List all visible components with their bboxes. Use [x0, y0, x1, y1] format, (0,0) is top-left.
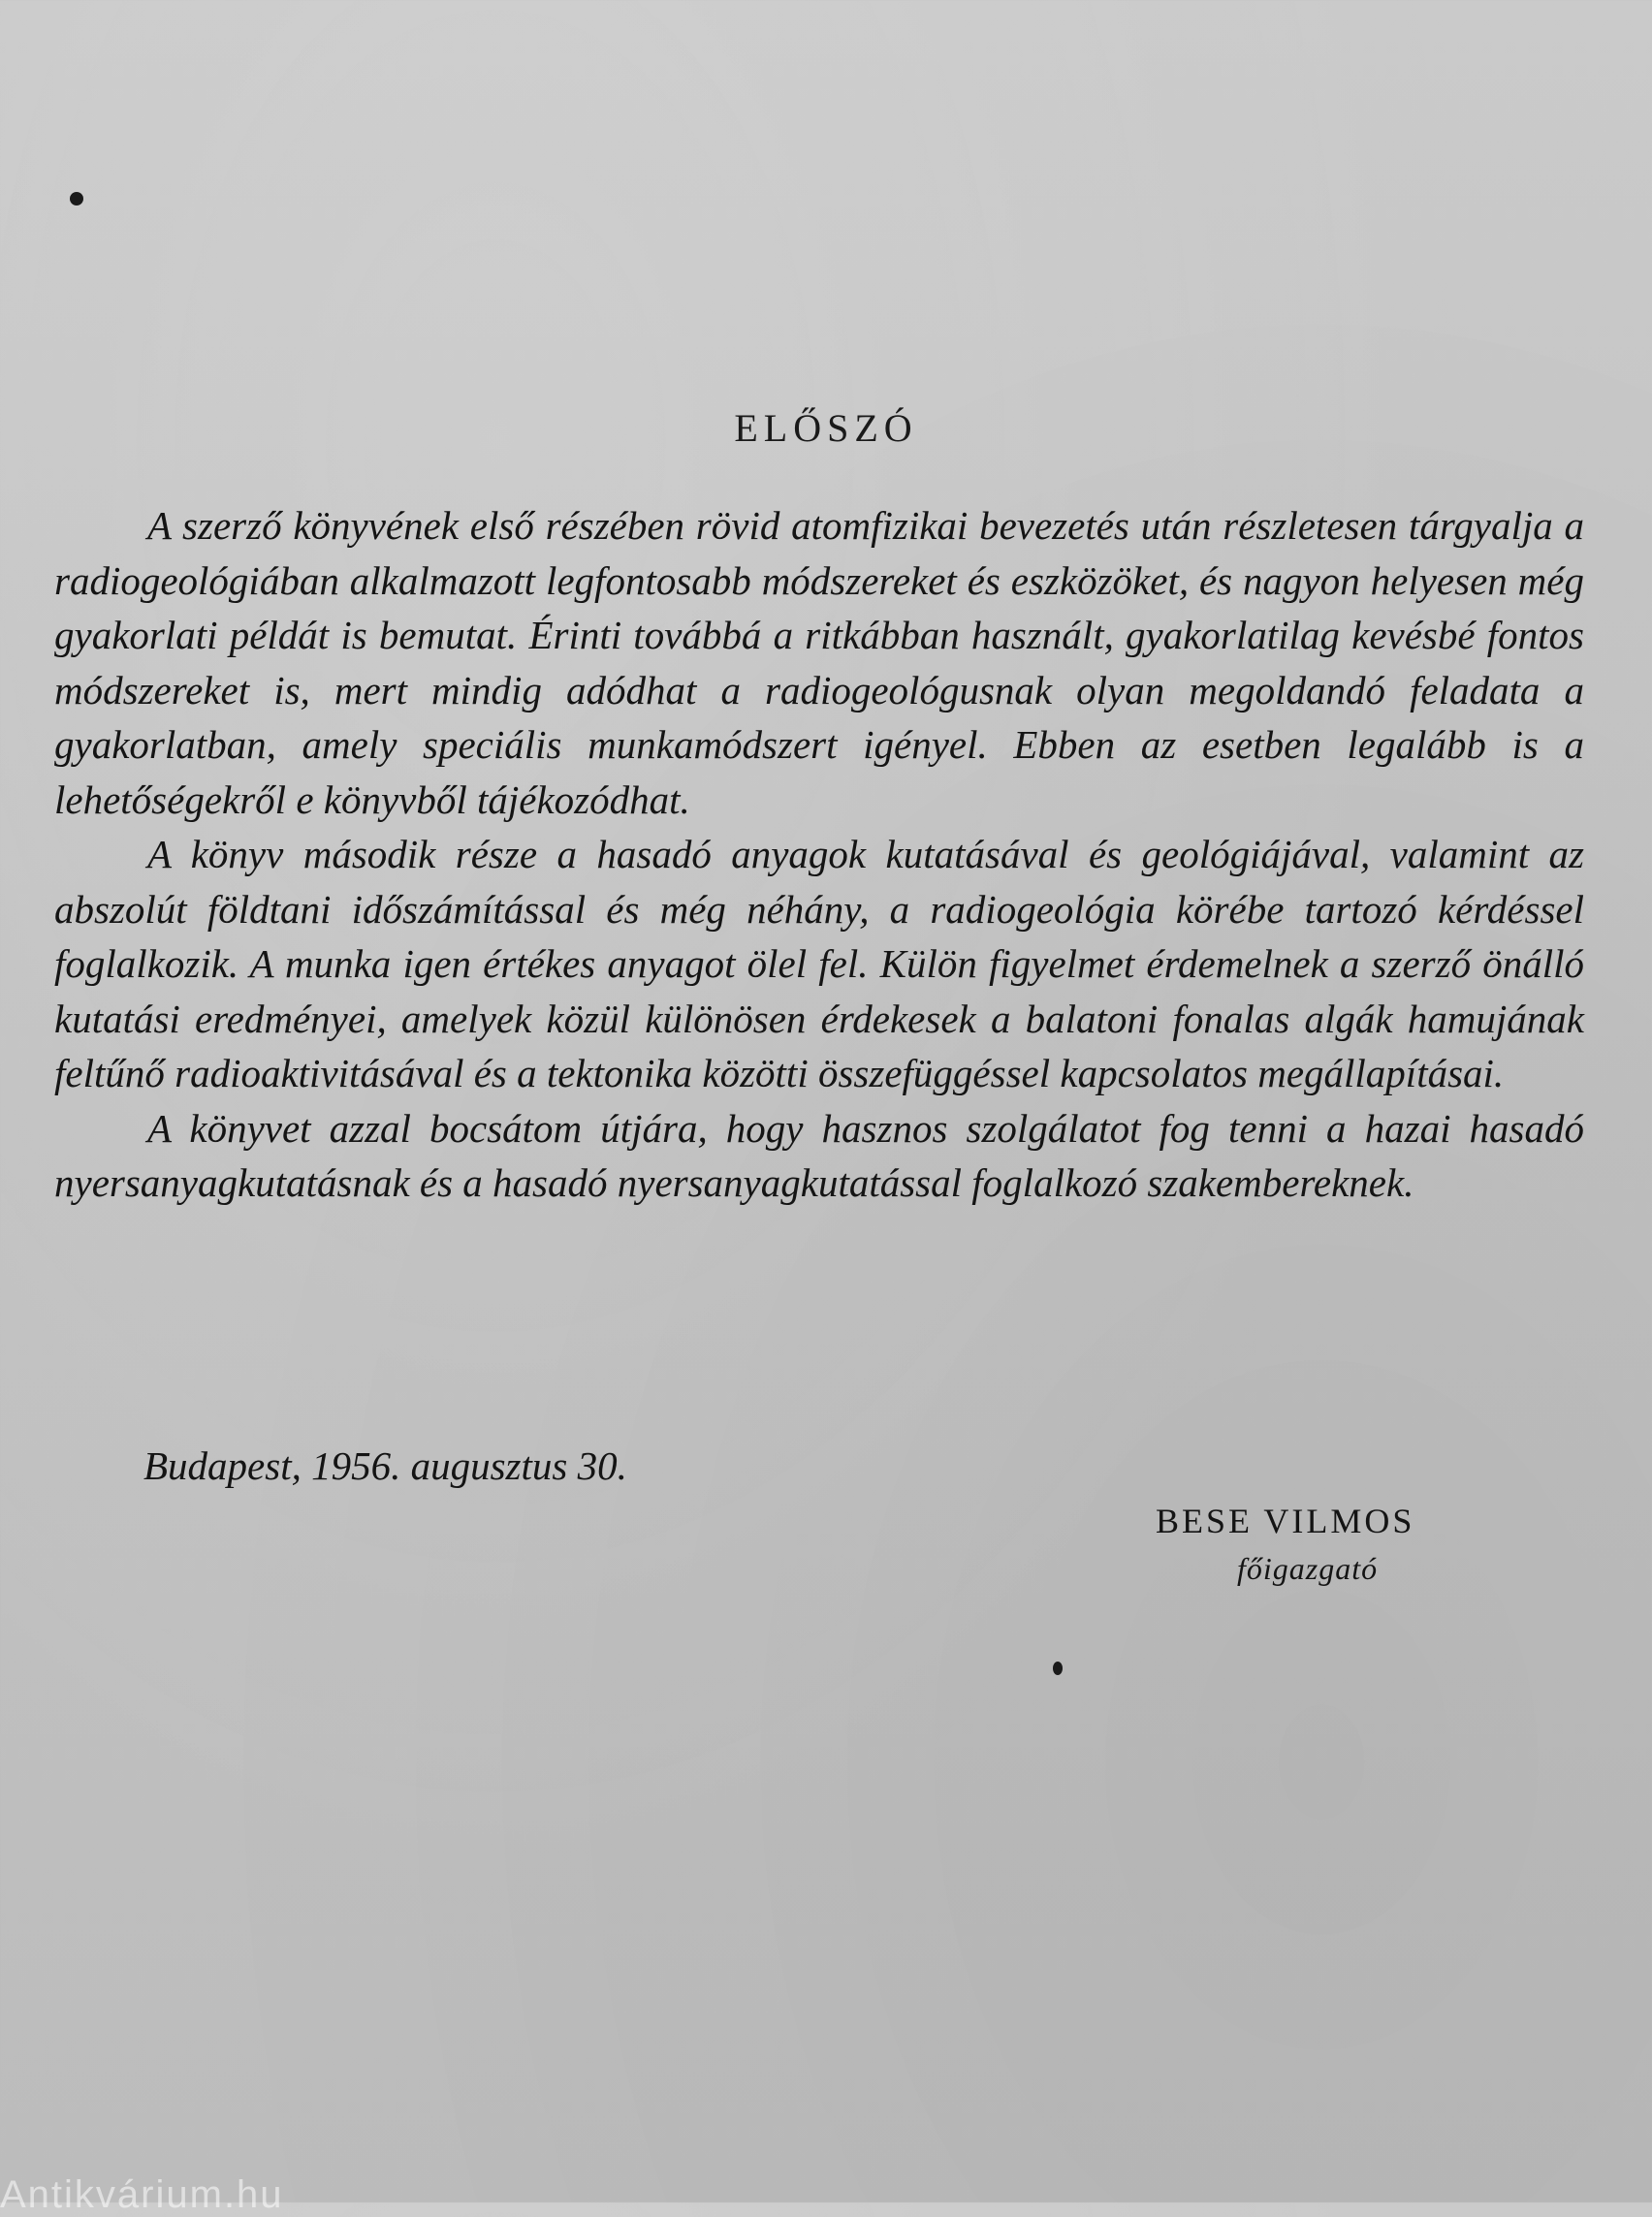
preface-body [54, 498, 1584, 1211]
paragraph: A szerző könyvének első részében rövid atomfizikai bevezetés után részletesen tárgyalja a radiogeológiában alkalmazott legfontosabb módszereket és eszközöket, és nagyon helyesen még gyakorlati példát is bemutat. Érinti továbbá a ritkábban használt, gyakorlatilag kevésbé fontos módszereket is, mert mindig adódhat a radiogeológusnak olyan megoldandó feladata a gyakorlatban, amely speciális munkamódszert igényel. Ebben az esetben legalább is a lehetőségekről e könyvből tájékozódhat. [54, 503, 1584, 822]
signature-name: BESE VILMOS [1156, 1502, 1415, 1540]
ink-speck [1053, 1662, 1063, 1675]
ink-speck [70, 192, 83, 206]
signature-title: főigazgató [1237, 1551, 1379, 1586]
paragraph: A könyvet azzal bocsátom útjára, hogy hasznos szolgálatot fog tenni a hazai hasadó nyersanyagkutatásnak és a hasadó nyersanyagkutatással foglalkozó szakembereknek. [54, 1105, 1584, 1205]
watermark: Antikvárium.hu [0, 2173, 284, 2216]
page-title: ELŐSZÓ [734, 406, 918, 450]
paragraph: A könyv második része a hasadó anyagok kutatásával és geológiájával, valamint az abszolút földtani időszámítással és még néhány, a radiogeológia körébe tartozó kérdéssel foglalkozik. A munka igen értékes anyagot ölel fel. Külön figyelmet érdemelnek a szerző önálló kutatási eredményei, amelyek közül különösen érdekesek a balatoni fonalas algák hamujának feltűnő radioaktivitásával és a tektonika közötti összefüggéssel kapcsolatos megállapításai. [54, 832, 1584, 1095]
dateline: Budapest, 1956. augusztus 30. [143, 1443, 627, 1488]
